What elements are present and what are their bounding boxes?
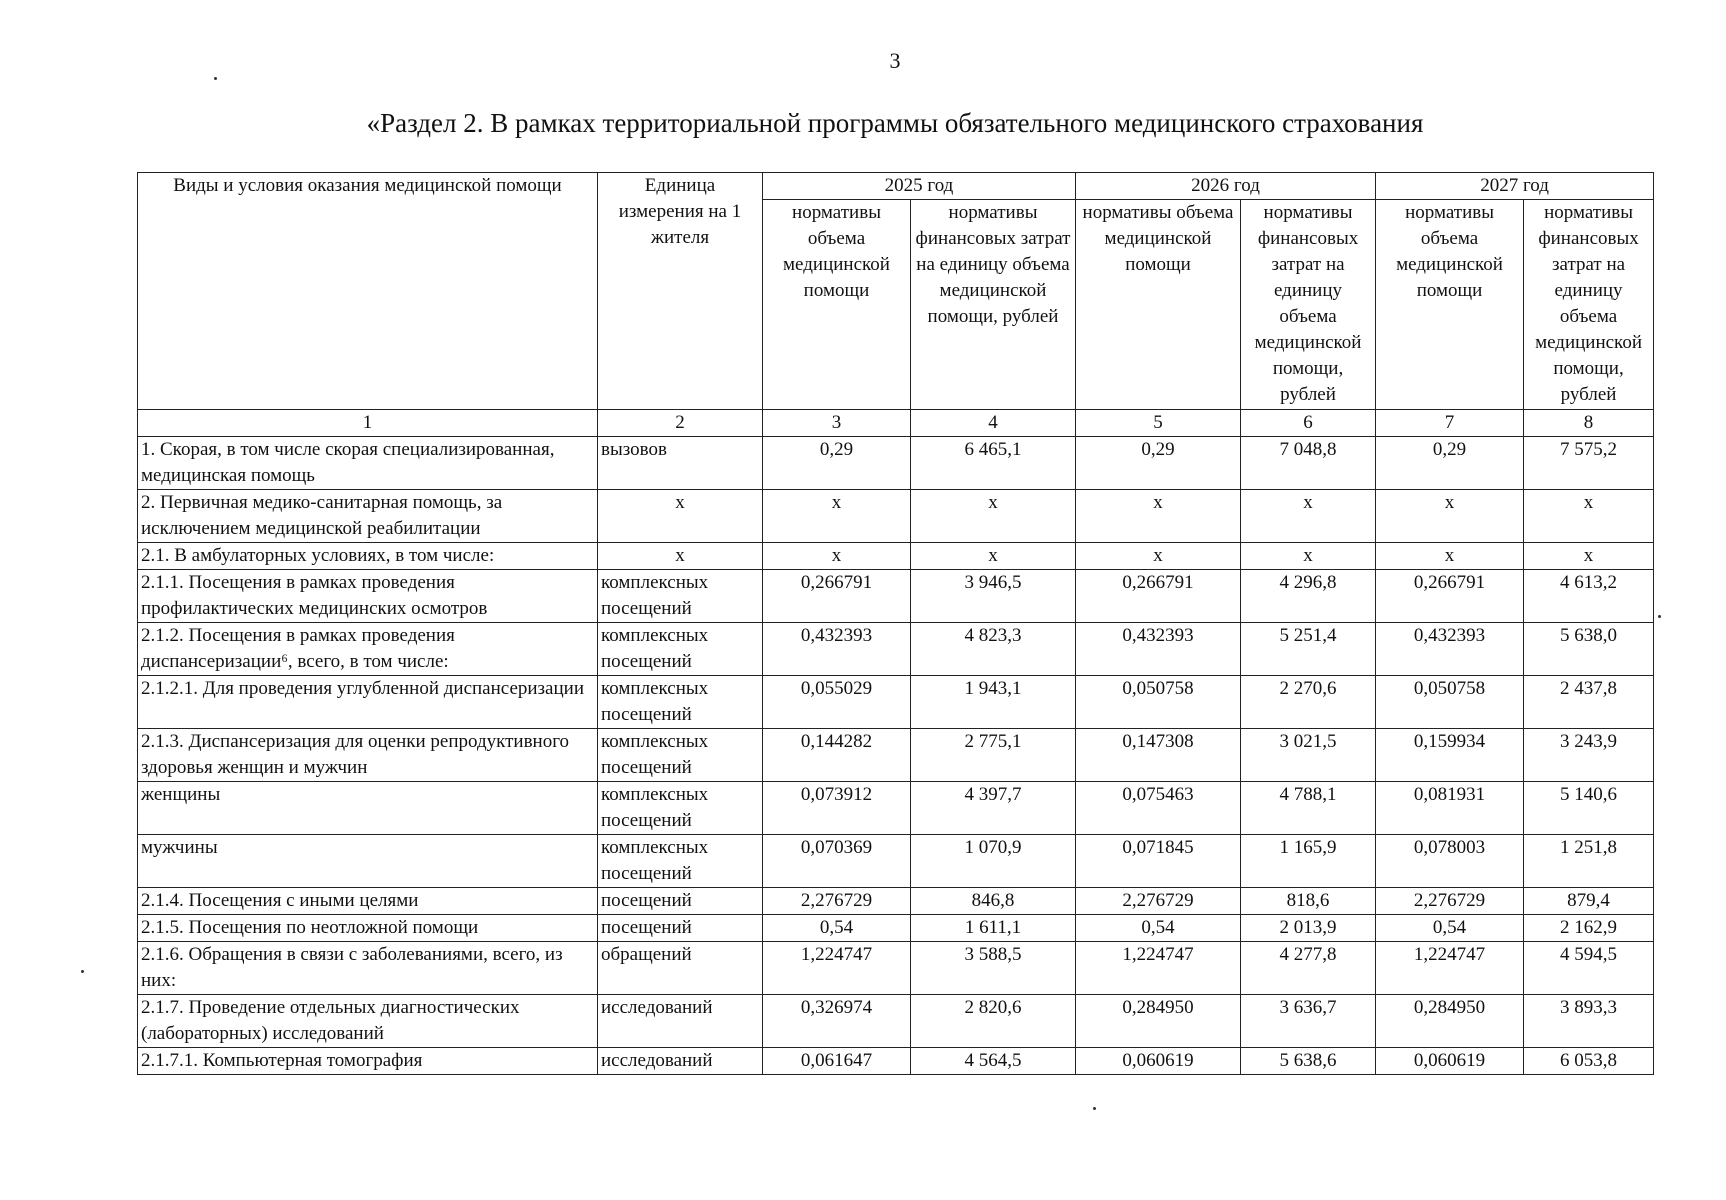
row-value: 0,050758 [1076,676,1241,729]
row-value: 0,284950 [1376,995,1524,1048]
row-unit: исследований [598,1048,763,1075]
row-unit: исследований [598,995,763,1048]
table-row [138,570,1654,623]
row-unit: обращений [598,942,763,995]
table-row [138,782,1654,835]
row-value: 2,276729 [1076,888,1241,915]
row-value: 4 788,1 [1241,782,1376,835]
row-name: женщины [138,782,598,835]
column-number: 5 [1076,410,1241,437]
row-name: 2.1.3. Диспансеризация для оценки репродуктивного здоровья женщин и мужчин [138,729,598,782]
column-number: 1 [138,410,598,437]
table-row [138,995,1654,1048]
row-value: 0,081931 [1376,782,1524,835]
row-unit: комплексных посещений [598,623,763,676]
row-value: 4 594,5 [1524,942,1654,995]
row-value: 2,276729 [1376,888,1524,915]
table-row [138,835,1654,888]
row-value: 3 588,5 [911,942,1076,995]
row-value: 1 070,9 [911,835,1076,888]
row-value: 0,055029 [763,676,911,729]
header-volume-2025: нормативы объема медицинской помощи [763,200,911,410]
row-value: 0,326974 [763,995,911,1048]
row-value: 4 564,5 [911,1048,1076,1075]
table-row [138,942,1654,995]
header-volume-2027: нормативы объема медицинской помощи [1376,200,1524,410]
row-value: 0,284950 [1076,995,1241,1048]
section-title: «Раздел 2. В рамках территориальной программы обязательного медицинского страхования [366,108,1424,138]
row-value: 7 048,8 [1241,437,1376,490]
row-unit: комплексных посещений [598,782,763,835]
row-unit: комплексных посещений [598,570,763,623]
row-name: 2.1.7.1. Компьютерная томография [138,1048,598,1075]
row-unit: посещений [598,888,763,915]
row-value: 1 251,8 [1524,835,1654,888]
column-number-row [138,410,1654,437]
row-value: 2 820,6 [911,995,1076,1048]
row-value: 6 053,8 [1524,1048,1654,1075]
row-value: 4 277,8 [1241,942,1376,995]
column-number: 8 [1524,410,1654,437]
header-cost-2026: нормативы финансовых затрат на единицу объема медицинской помощи, рублей [1241,200,1376,410]
row-value: х [763,490,911,543]
row-value: 1,224747 [1076,942,1241,995]
row-value: 0,266791 [1076,570,1241,623]
column-number: 6 [1241,410,1376,437]
table-row [138,729,1654,782]
row-name: 2.1.1. Посещения в рамках проведения профилактических медицинских осмотров [138,570,598,623]
row-value: 0,432393 [763,623,911,676]
row-value: 0,432393 [1076,623,1241,676]
table-row [138,915,1654,942]
row-value: х [1524,490,1654,543]
header-year-2026: 2026 год [1076,173,1376,200]
row-unit: комплексных посещений [598,835,763,888]
row-value: 2 437,8 [1524,676,1654,729]
row-name: 2.1.6. Обращения в связи с заболеваниями, всего, из них: [138,942,598,995]
row-value: 3 946,5 [911,570,1076,623]
row-value: 0,073912 [763,782,911,835]
row-name: мужчины [138,835,598,888]
header-cost-2025: нормативы финансовых затрат на единицу объема медицинской помощи, рублей [911,200,1076,410]
row-unit: вызовов [598,437,763,490]
row-value: 0,060619 [1376,1048,1524,1075]
row-value: 4 397,7 [911,782,1076,835]
row-value: 0,060619 [1076,1048,1241,1075]
header-volume-2026: нормативы объема медицинской помощи [1076,200,1241,410]
row-value: 0,050758 [1376,676,1524,729]
row-name: 2.1.2.1. Для проведения углубленной диспансеризации [138,676,598,729]
row-value: х [1076,543,1241,570]
row-value: х [1241,490,1376,543]
row-value: 879,4 [1524,888,1654,915]
table-row [138,490,1654,543]
column-number: 2 [598,410,763,437]
row-unit: х [598,543,763,570]
row-value: 4 823,3 [911,623,1076,676]
row-value: 3 893,3 [1524,995,1654,1048]
row-value: 2 162,9 [1524,915,1654,942]
norms-table [137,172,1654,1075]
header-year-2027: 2027 год [1376,173,1654,200]
row-value: 4 296,8 [1241,570,1376,623]
table-row [138,1048,1654,1075]
row-value: 0,061647 [763,1048,911,1075]
header-cost-2027: нормативы финансовых затрат на единицу объема медицинской помощи, рублей [1524,200,1654,410]
row-value: 1 943,1 [911,676,1076,729]
row-value: х [911,543,1076,570]
table-row [138,623,1654,676]
row-value: 3 243,9 [1524,729,1654,782]
row-name: 2.1.5. Посещения по неотложной помощи [138,915,598,942]
row-value: 2 270,6 [1241,676,1376,729]
row-value: 0,078003 [1376,835,1524,888]
row-value: х [1376,490,1524,543]
scan-speck [81,970,84,973]
row-name: 2.1.2. Посещения в рамках проведения диспансеризации⁶, всего, в том числе: [138,623,598,676]
row-value: 5 251,4 [1241,623,1376,676]
row-value: 0,147308 [1076,729,1241,782]
row-value: 0,432393 [1376,623,1524,676]
row-value: 0,54 [1076,915,1241,942]
scan-speck [214,77,217,80]
row-name: 1. Скорая, в том числе скорая специализированная, медицинская помощь [138,437,598,490]
row-value: 0,266791 [763,570,911,623]
row-value: 0,54 [763,915,911,942]
row-unit: комплексных посещений [598,676,763,729]
row-value: х [911,490,1076,543]
header-unit: Единица измерения на 1 жителя [598,173,763,410]
row-value: 0,54 [1376,915,1524,942]
row-value: 0,075463 [1076,782,1241,835]
row-value: 6 465,1 [911,437,1076,490]
row-value: 2,276729 [763,888,911,915]
row-value: 1 611,1 [911,915,1076,942]
row-value: 0,070369 [763,835,911,888]
row-value: 1,224747 [1376,942,1524,995]
row-value: 2 013,9 [1241,915,1376,942]
row-value: 5 140,6 [1524,782,1654,835]
row-value: 4 613,2 [1524,570,1654,623]
row-value: 5 638,0 [1524,623,1654,676]
row-value: 1 165,9 [1241,835,1376,888]
column-number: 3 [763,410,911,437]
row-unit: х [598,490,763,543]
row-name: 2. Первичная медико-санитарная помощь, за исключением медицинской реабилитации [138,490,598,543]
row-value: х [1076,490,1241,543]
row-value: 0,071845 [1076,835,1241,888]
row-unit: комплексных посещений [598,729,763,782]
row-value: 846,8 [911,888,1076,915]
scan-speck [1093,1107,1096,1110]
table-row [138,676,1654,729]
row-name: 2.1.4. Посещения с иными целями [138,888,598,915]
header-row-years [138,173,1654,200]
row-name: 2.1. В амбулаторных условиях, в том числе: [138,543,598,570]
row-unit: посещений [598,915,763,942]
row-value: 0,29 [1076,437,1241,490]
table-row [138,543,1654,570]
row-value: 0,266791 [1376,570,1524,623]
header-kind: Виды и условия оказания медицинской помощи [138,173,598,410]
table-row [138,437,1654,490]
row-value: 7 575,2 [1524,437,1654,490]
column-number: 4 [911,410,1076,437]
row-value: 1,224747 [763,942,911,995]
row-value: х [1524,543,1654,570]
row-value: 0,144282 [763,729,911,782]
row-name: 2.1.7. Проведение отдельных диагностических (лабораторных) исследований [138,995,598,1048]
row-value: 2 775,1 [911,729,1076,782]
row-value: х [1376,543,1524,570]
header-year-2025: 2025 год [763,173,1076,200]
row-value: 5 638,6 [1241,1048,1376,1075]
row-value: 3 021,5 [1241,729,1376,782]
row-value: 0,29 [763,437,911,490]
table-row [138,888,1654,915]
row-value: 0,29 [1376,437,1524,490]
row-value: х [763,543,911,570]
row-value: 3 636,7 [1241,995,1376,1048]
row-value: х [1241,543,1376,570]
row-value: 0,159934 [1376,729,1524,782]
scan-speck [1658,615,1661,618]
page-number: 3 [889,48,901,73]
row-value: 818,6 [1241,888,1376,915]
column-number: 7 [1376,410,1524,437]
